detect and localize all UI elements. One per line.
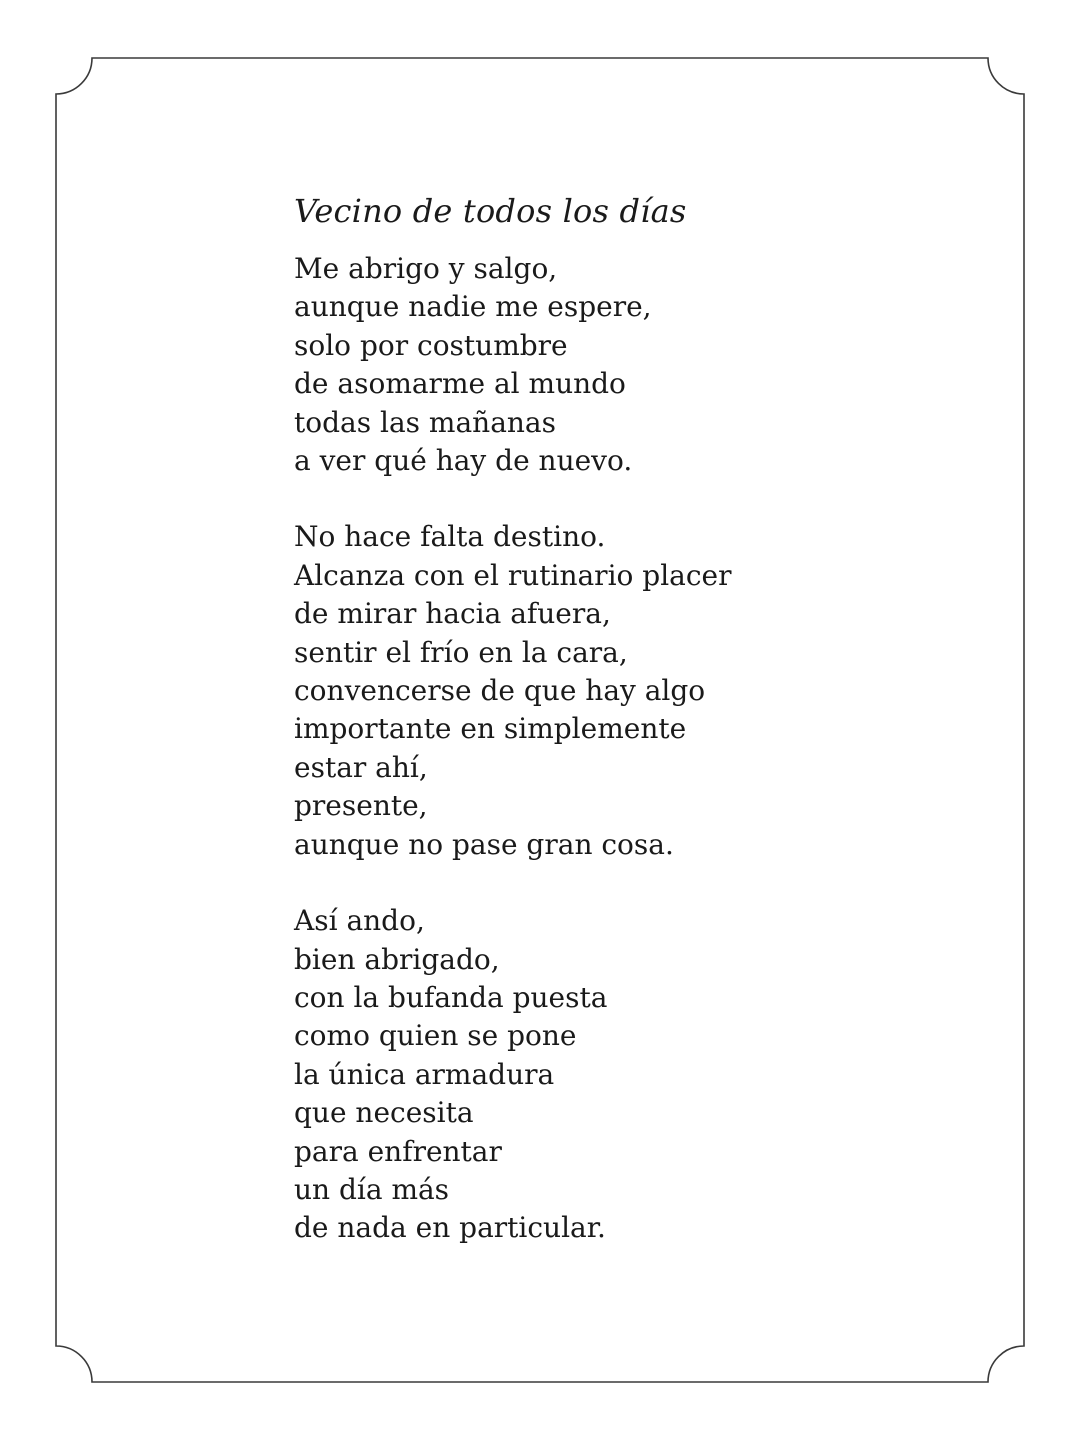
poem-line: con la bufanda puesta [294, 980, 608, 1014]
poem-line: como quien se pone [294, 1019, 577, 1053]
poem-line: todas las mañanas [294, 405, 556, 439]
poem-line: de asomarme al mundo [294, 367, 626, 401]
poem-line: de mirar hacia afuera, [294, 597, 611, 631]
poem-line: presente, [294, 789, 428, 823]
poem-line: aunque no pase gran cosa. [294, 827, 674, 861]
poem-line: Así ando, [294, 904, 425, 938]
poem-line: que necesita [294, 1096, 474, 1130]
poem-line: Me abrigo y salgo, [294, 252, 558, 285]
poem-line: No hace falta destino. [294, 520, 606, 554]
poem-line: convencerse de que hay algo [294, 674, 706, 708]
poem-line: sentir el frío en la cara, [294, 635, 628, 669]
poem-line: para enfrentar [294, 1134, 502, 1168]
poem [294, 190, 1014, 1286]
poem-title: Vecino de todos los días [294, 192, 687, 230]
stanza-2 [294, 518, 1014, 864]
poem-line: de nada en particular. [294, 1211, 606, 1245]
poem-line: la única armadura [294, 1057, 555, 1091]
poem-line: a ver qué hay de nuevo. [294, 444, 633, 478]
poem-line: estar ahí, [294, 750, 428, 784]
poem-line: aunque nadie me espere, [294, 290, 652, 324]
stanza-1 [294, 250, 1014, 480]
poem-line: solo por costumbre [294, 328, 568, 362]
poem-line: un día más [294, 1172, 450, 1206]
poem-line: Alcanza con el rutinario placer [294, 558, 732, 592]
poem-line: bien abrigado, [294, 942, 500, 976]
stanza-3 [294, 902, 1014, 1248]
poem-line: importante en simplemente [294, 712, 687, 746]
